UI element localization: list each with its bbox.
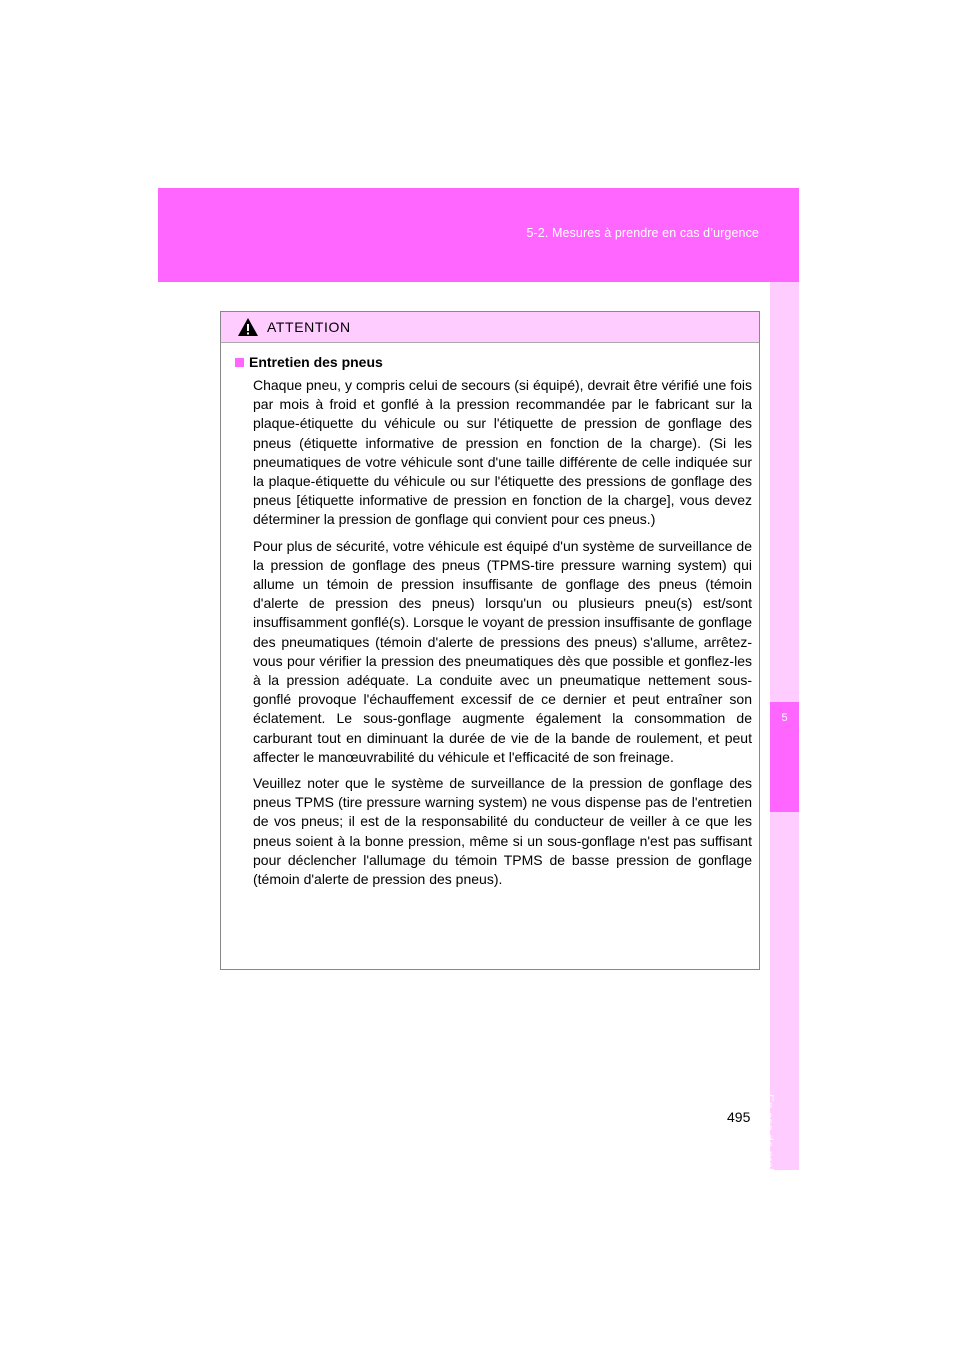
chapter-side-tab [762,282,799,1201]
section-title: 5-2. Mesures à prendre en cas d’urgence [526,226,759,240]
chapter-number: 5 [770,702,799,812]
paragraph-tire-check: Chaque pneu, y compris celui de secours (si équipé), devrait être vérifié une fois par mois à froid et gonflé à la pression recommandée par le fabricant sur la plaque-étiquette du véhicule ou sur l'étiquette de pression de gonflage des pneus (étiquette informative de pression en fonction de la charge). (Si les pneumatiques de votre véhicule sont d'une taille différente de celle indiquée sur la plaque-étiquette du véhicule ou sur l'étiquette des pressions de gonflage des pneus [étiquette informative de pression en fonction de la charge], vous devez déterminer la pression de gonflage qui convient pour ces pneus.) [253,377,752,528]
page-number: 495 [727,1109,751,1125]
warning-box [220,311,760,970]
chapter-title: En cas de problème [762,1094,776,1201]
warning-subheading [235,354,752,370]
warning-header [221,312,759,343]
subheading-text: Entretien des pneus [249,354,383,370]
paragraph-maintenance: Veuillez noter que le système de surveillance de la pression de gonflage des pneus TPMS (tire pressure warning system) ne vous dispense pas de l'entretien de vos pneus; il est de la responsabilité du conducteur de veiller à ce que les pneus soient à la bonne pression, même si un sous-gonflage n'est pas suffisant pour déclencher l'allumage du témoin TPMS de basse pression de gonflage (témoin d'alerte de pression des pneus). [253,775,752,888]
warning-body [221,343,759,889]
warning-title: ATTENTION [267,319,351,335]
paragraph-tpms: Pour plus de sécurité, votre véhicule est équipé d'un système de surveillance de la pression de gonflage des pneus (TPMS-tire pressure warning system) qui allume un témoin de pression insuffisante de gonflage des pneus (témoin d'alerte de pression des pneus) lorsqu'un ou plusieurs pneu(s) est/sont insuffisamment gonflé(s). Lorsque le voyant de pression insuffisante de gonflage des pneumatiques (témoin d'alerte de pressions des pneus) s'allume, arrêtez-vous pour vérifier la pression des pneumatiques dès que possible et gonflez-les à la pression adéquate. La conduite avec un pneumatique nettement sous-gonflé provoque l'échauffement excessif de ce dernier et peut entraîner son éclatement. Le sous-gonflage augmente également la consommation de carburant tout en diminuant la durée de vie de la bande de roulement, et peut affecter le manœuvrabilité du véhicule et l'efficacité de son freinage. [253,537,752,765]
square-bullet-icon [235,358,244,367]
warning-triangle-icon [237,317,259,337]
chapter-header-band [158,188,799,282]
